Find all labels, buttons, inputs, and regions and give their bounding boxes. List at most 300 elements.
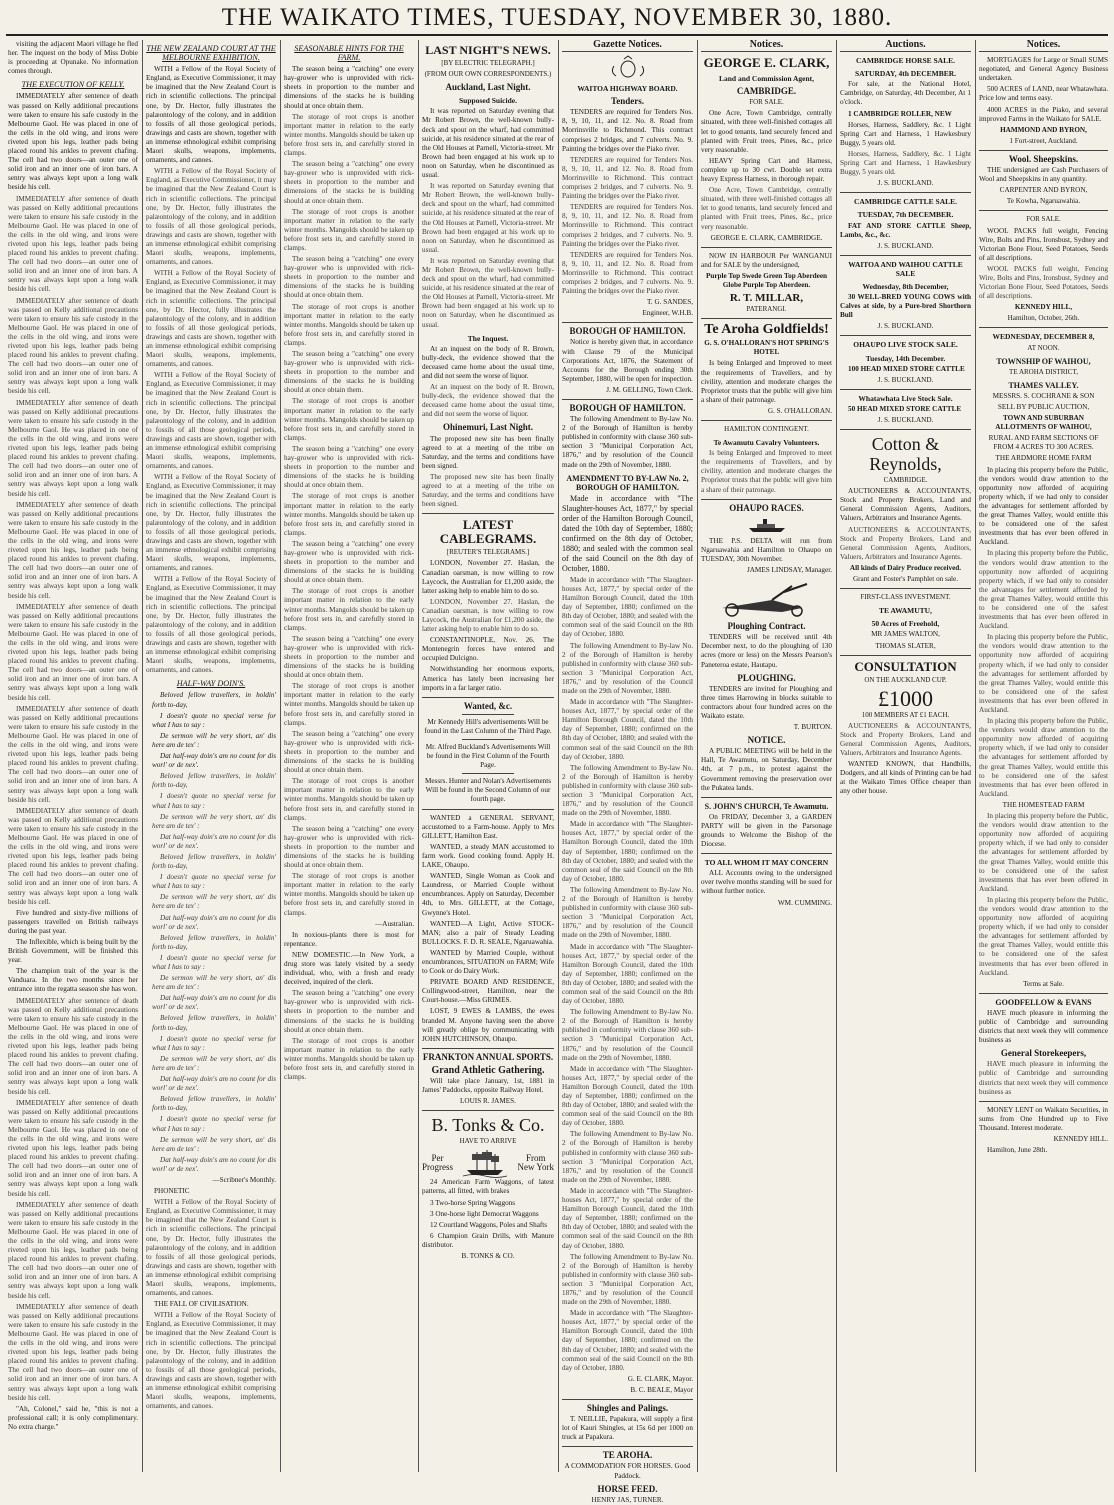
farm-article-continued: The season being a "catching" one every hay-grower who is unprovided with rick-sheets in proportion to the number and dimensions of the stacks he is building should at once obtain them.	[284, 160, 414, 205]
buckland-sign: J. S. BUCKLAND.	[877, 179, 934, 188]
ardmore-line: THE ARDMORE HOME FARM	[995, 454, 1092, 463]
phonetic-headline: PHONETIC	[154, 1187, 190, 1196]
homestead-text: In placing this property before the Public, the vendors would draw attention to the opportunity now afforded of acquiring property which, if we had only to consider the advantages for settlement afforded by the great Thames Valley, would entitle this to be considered one of the safest investments that has ever been offered in Auckland.	[979, 895, 1108, 977]
head100-line: 100 HEAD MIXED STORE CATTLE	[848, 364, 965, 373]
volunteers-text: Is being Enlarged and Improved to meet the requirements of Travellers, and by civility, attention and moderate charges the Proprietor trusts that the public will give him a share of their patronage.	[701, 449, 832, 494]
amendment-clauses: The following Amendment to By-law No. 2 of the Borough of Hamilton is hereby published in conformity with clause 360 sub-section 3 "Municipal Corporation Act, 1876," and by resolution of the Council made on the 29th of November, 1880.	[562, 885, 693, 940]
amendment-clauses: Made in accordance with "The Slaughter-houses Act, 1877," by special order of the Hamilton Borough Council, dated the 10th day of September, 1880; confirmed on the 8th day of October, 1880; and sealed with the common seal of the said Council on the 8th day of October, 1880.	[562, 1309, 693, 1372]
cotton-town: CAMBRIDGE.	[883, 476, 928, 485]
divider	[840, 255, 971, 256]
acres4000-ad: 4000 ACRES in the Piako, and several improved Farms in the Waikato for SALE.	[979, 105, 1108, 123]
feed-sign: HENRY JAS, TURNER.	[591, 1495, 664, 1504]
farm-credit: —Australian.	[375, 919, 414, 928]
suicide-article: It was reported on Saturday evening that Mr Robert Brown, the well-known bully-deck and spout on the wharf, had committed suicide, at his residence situated at the rear of the Old Houses at Parnell, Victoria-street. Mr Brown had been engaged at his work up to noon on Saturday, when he discontinued as usual.	[422, 107, 554, 180]
hammond-name: HAMMOND AND BYRON,	[1000, 125, 1087, 134]
notice-title: NOTICE.	[747, 735, 786, 746]
plough-contract-title: Ploughing Contract.	[727, 621, 806, 632]
loan-date: Hamilton, June 28th.	[987, 1146, 1048, 1155]
slater-name: THOMAS SLATER,	[875, 641, 936, 650]
public-auction: SELL BY PUBLIC AUCTION,	[997, 403, 1090, 411]
township-title: TOWNSHIP OF WAIHOU,	[996, 356, 1091, 366]
ohaupo-sale-title: OHAUPO LIVE STOCK SALE.	[853, 340, 958, 350]
suicide-article-continued: It was reported on Saturday evening that Mr Robert Brown, the well-known bully-deck and spout on the wharf, had committed suicide, at his residence situated at the rear of the Old Houses at Parnell, Victoria-street. Mr Brown had been engaged at his work up to noon on Saturday, when he discontinued as usual.	[422, 182, 554, 254]
hamilton-bylaw-title: BOROUGH OF HAMILTON.	[569, 403, 686, 413]
loan-sign: KENNEDY HILL.	[1053, 1135, 1108, 1144]
wanted-ad: WANTED a GENERAL SERVANT, accustomed to a Farm-house. Apply to Mrs GILLETT, Hamilton East.	[422, 813, 554, 840]
column-rule	[697, 40, 698, 1472]
amendment-clauses: Made in accordance with "The Slaughter-houses Act, 1877," by special order of the Hamilton Borough Council, dated the 10th day of September, 1880; confirmed on the 8th day of October, 1880; and sealed with the common seal of the said Council on the 8th day of October, 1880.	[562, 1064, 693, 1128]
wanted-ad: WANTED—A Light, Active STOCK-MAN; also a pair of Steady Leading BULLOCKS. F. D. R. SEALE, Ngaruawahia.	[422, 919, 554, 946]
consultation-text: AUCTIONEERS & ACCOUNTANTS, Stock and Property Brokers, Land and General Commission Agents, Auditors, Valuers, Arbitrators and Insurance Agents.	[840, 721, 971, 758]
amendment-sign: G. E. CLARK, Mayor.	[627, 1374, 693, 1383]
clark-sign: GEORGE E. CLARK, CAMBRIDGE.	[710, 233, 823, 242]
kowhai-town: Te Kowha, Ngaruawahia.	[1006, 197, 1081, 206]
clark-title: GEORGE E. CLARK,	[703, 55, 830, 71]
wool-title: Wool. Sheepskins.	[1008, 153, 1079, 164]
poem-line: De sermon will be very short, an' dis here am de tex' :	[152, 893, 276, 911]
divider	[840, 429, 971, 430]
poem-line: Dat half-way doin's am no count for dis worl' or de nex'.	[152, 832, 276, 850]
repentance-note: In noxious-plants there is most for repentance.	[284, 930, 414, 948]
waitoa-board-title: WAITOA HIGHWAY BOARD.	[577, 84, 678, 94]
steamer-icon	[747, 516, 787, 534]
farm-article: The season being a "catching" one every hay-grower who is unprovided with rick-sheets in proportion to the number and dimensions of the stacks he is building should at once obtain them.	[284, 65, 414, 110]
sports-sign: LOUIS R. JAMES.	[460, 1097, 516, 1106]
divider	[701, 499, 832, 500]
roller-text: Horses, Harness, Saddlery, &c. 1 Light Spring Cart and Harness, 1 Hawkesbury Buggy, 5 years old.	[840, 120, 971, 147]
telegraph-subhead: [BY ELECTRIC TELEGRAPH.]	[441, 59, 535, 67]
imports-note: Notwithstanding her enormous exports, America has lately been increasing her imports in a far larger ratio.	[422, 665, 554, 692]
farm-article-continued: The season being a "catching" one every hay-grower who is unprovided with rick-sheets in proportion to the number and dimensions of the stacks he is building should at once obtain them.	[284, 539, 414, 585]
district-label: TE AROHA DISTRICT,	[1009, 367, 1078, 376]
money-sub: 100 MEMBERS AT £1 EACH.	[861, 710, 950, 719]
poem-line: Beloved fellow travellers, in holdin' forth to-day,	[152, 772, 276, 790]
fat-cattle: FAT AND STORE CATTLE Sheep, Lambs, &c., &c.	[840, 221, 971, 239]
mortgage-ad: MORTGAGES for Large or Small SUMS negotiated, and General Agency Business undertaken.	[979, 56, 1108, 83]
farm-article-continued: The season being a "catching" one every hay-grower who is unprovided with rick-sheets in proportion to the number and dimensions of the stacks he is building should at once obtain them.	[284, 824, 414, 870]
board-ad: PRIVATE BOARD AND RESIDENCE, Collingwood-street, Hamilton, near the Court-house.—Miss GRIMES.	[422, 978, 554, 1005]
tender-signature-title: Engineer, W.H.B.	[642, 309, 693, 318]
auctions-header: Auctions.	[840, 40, 971, 52]
divider	[562, 322, 693, 323]
cattle-sale-date: TUESDAY, 7th DECEMBER.	[857, 210, 954, 220]
cable-item: LONDON, November 27. Haslan, the Canadian oarsman, is now willing to row Laycock, the Australian for £1,200 aside, the latter asking help to enable him to do so.	[422, 559, 554, 595]
divider	[840, 335, 971, 336]
burton-sign: T. BURTON.	[793, 723, 832, 732]
farm-hints-headline: SEASONABLE HINTS FOR THE FARM.	[294, 44, 404, 63]
clark-forsale: FOR SALE.	[749, 98, 784, 107]
kelly-article-continued: IMMEDIATELY after sentence of death was passed on Kelly additional precautions were taken to ensure his safe custody in the Melbourne Gaol. He was placed in one of the cells in the old wing, and irons were riveted upon his legs, leather pads being placed round his ankles to prevent chafing. The cell had two doors—an outer one of solid iron and an inner one of iron bars. A sentry was always kept upon a long walk beside his cell.	[8, 398, 138, 498]
packs-text-continued: WOOL PACKS full weight, Fencing Wire, Bolts and Pins, Ironsbust, Sydney and Victorian Bone Flour, Seed Potatoes, Seeds of all descriptions.	[979, 264, 1108, 301]
divider	[422, 1110, 554, 1111]
money-amount: £1000	[878, 685, 933, 711]
homestead-title: THE HOMESTEAD FARM	[1002, 800, 1085, 809]
farm-article-continued: The season being a "catching" one every hay-grower who is unprovided with rick-sheets in proportion to the number and dimensions of the stacks he is building should at once obtain them.	[284, 634, 414, 680]
news-item-continued: IMMEDIATELY after sentence of death was passed on Kelly additional precautions were taken to ensure his safe custody in the Melbourne Gaol. He was placed in one of the cells in the old wing, and irons were riveted upon his legs, leather pads being placed round his ankles to prevent chafing. The cell had two doors—an outer one of solid iron and an inner one of iron bars. A sentry was always kept upon a long walk beside his cell.	[8, 1200, 138, 1300]
kennedy-name: KENNEDY HILL,	[1014, 303, 1073, 312]
waitoa-sale-date: Wednesday, 8th December,	[862, 281, 949, 291]
domestic-article-continued: The storage of root crops is another important matter in relation to the early winter months. Mangolds should be taken up before frost sets in, and carefully stored in clamps.	[284, 1036, 414, 1082]
grant-line: Grant and Foster's Pamphlet on sale.	[852, 575, 959, 584]
walton-name: MR JAMES WALTON,	[871, 630, 940, 639]
farm-article-continued: The storage of root crops is another important matter in relation to the early winter months. Mangolds should be taken up before frost sets in, and carefully stored in clamps.	[284, 872, 414, 917]
kelly-article-continued: IMMEDIATELY after sentence of death was passed on Kelly additional precautions were taken to ensure his safe custody in the Melbourne Gaol. He was placed in one of the cells in the old wing, and irons were riveted upon his legs, leather pads being placed round his ankles to prevent chafing. The cell had two doors—an outer one of solid iron and an inner one of iron bars. A sentry was always kept upon a long walk beside his cell.	[8, 704, 138, 804]
roller-text-continued: Horses, Harness, Saddlery, &c. 1 Light Spring Cart and Harness, 1 Hawkesbury Buggy, 5 years old.	[840, 149, 971, 177]
column-5	[562, 39, 693, 1504]
thames-title: THAMES VALLEY.	[1008, 380, 1079, 390]
suicide-head: Supposed Suicide.	[459, 96, 517, 106]
column-rule	[418, 40, 419, 1472]
divider	[701, 420, 832, 421]
divider	[562, 1446, 693, 1447]
column-rule	[142, 40, 143, 1472]
farm-article-continued: The season being a "catching" one every hay-grower who is unprovided with rick-sheets in proportion to the number and dimensions of the stacks he is building should at once obtain them.	[284, 444, 414, 490]
church-title: S. JOHN'S CHURCH, Te Awamutu.	[704, 801, 829, 811]
poem-line: De sermon will be very short, an' dis here am de tex' :	[152, 812, 276, 830]
amendment-clauses: Made in accordance with "The Slaughter-houses Act, 1877," by special order of the Hamilton Borough Council, dated the 10th day of September, 1880; confirmed on the 8th day of October, 1880; and sealed with the common seal of the said Council on the 8th day of October, 1880.	[562, 575, 693, 639]
bylaw-intro: The following Amendment to By-law No. 2 of the Borough of Hamilton is hereby published in conformity with clause 360 sub-section 3 "Municipal Corporation Act, 1876," and by resolution of the Council made on the 29th of November, 1880.	[562, 415, 693, 469]
notices-header: Notices.	[701, 40, 832, 52]
kelly-article: IMMEDIATELY after sentence of death was passed on Kelly additional precautions were taken to ensure his safe custody in the Melbourne Gaol. He was placed in one of the cells in the old wing, and irons were riveted upon his legs, leather pads being placed round his ankles to prevent chafing. The cell had two doors—an outer one of solid iron and an inner one of iron bars. A sentry was always kept upon a long walk beside his cell.	[8, 92, 138, 192]
divider	[979, 210, 1108, 211]
cotton-text: AUCTIONEERS & ACCOUNTANTS, Stock and Property Brokers, Land and General Commission Agents, Auditors, Valuers, Arbitrators and Insurance Agents.	[840, 487, 971, 523]
suicide-article-continued: It was reported on Saturday evening that Mr Robert Brown, the well-known bully-deck and spout on the wharf, had committed suicide, at his residence situated at the rear of the Old Houses at Parnell, Victoria-street. Mr Brown had been engaged at his work up to noon on Saturday, when he discontinued as usual.	[422, 256, 554, 329]
concern-text: ALL Accounts owing to the undersigned over twelve months standing will be sued for without further notice.	[701, 869, 832, 896]
hamilton-notice-sign: J. M. GELLING, Town Clerk.	[606, 385, 693, 394]
concern-title: TO ALL WHOM IT MAY CONCERN	[704, 858, 829, 868]
column-rule	[558, 40, 559, 1472]
correspondents-subhead: (FROM OUR OWN CORRESPONDENTS.)	[424, 70, 552, 79]
wanted-ad: WANTED by Married Couple, without encumbrances, SITUATION on FARM; Wife to Cook or do Dairy Work.	[422, 948, 554, 976]
per-label: Per	[431, 1153, 444, 1164]
church-text: On FRIDAY, December 3, a GARDEN PARTY will be given in the Parsonage grounds to Welcome the Bishop of the Diocese.	[701, 812, 832, 849]
kennedy-ad-pointer: Mr Kennedy Hill's advertisements Will be found in the Last Column of the Third Page.	[424, 717, 552, 735]
reuters-subhead: [REUTER'S TELEGRAMS.]	[446, 548, 530, 557]
noon-label: AT NOON.	[1027, 343, 1060, 352]
poem-line: Beloved fellow travellers, in holdin' forth to-day,	[152, 1014, 276, 1032]
farm-text: In placing this property before the Public, the vendors would draw attention to the opportunity now afforded of acquiring property which, if we had only to consider the advantages for settlement afforded by the great Thames Valley, would entitle this to be considered one of the safest investments that has ever been offered in Auckland.	[979, 465, 1108, 547]
roller-line: 1 CAMBRIDGE ROLLER, NEW	[848, 109, 952, 118]
poem-line: I doesn't quote no special verse for what I has to say :	[152, 792, 276, 810]
poem-line: Dat half-way doin's am no count for dis worl' or de nex'.	[152, 1155, 276, 1173]
plough-text: TENDERS will be received until 4th December next, to do the ploughing of 130 acres (more or less) on the Messrs Pearson's Paneteroa estate, Hautapu.	[701, 633, 832, 669]
civilisation-headline: THE FALL OF CIVILISATION.	[154, 1300, 249, 1309]
poem-line: De sermon will be very short, an' dis here am de tex' :	[152, 731, 276, 749]
divider	[840, 655, 971, 656]
cattle-sale-title: CAMBRIDGE CATTLE SALE.	[853, 197, 957, 207]
tenders-head: Tenders.	[611, 96, 644, 107]
divider	[422, 513, 554, 514]
tender-text-continued: TENDERS are required for Tenders Nos. 8, 9, 10, 11, and 12. No. 8. Road from Morrinsville to Richmond. This contract comprises 2 bridges, and 7 culverts. No. 9. Painting the bridges over the Piako river.	[562, 250, 693, 296]
farm-article-continued: The season being a "catching" one every hay-grower who is unprovided with rick-sheets in proportion to the number and dimensions of the stacks he is building should at once obtain them.	[284, 729, 414, 775]
acres500-ad: 500 ACRES of LAND, near Whatawhata. Price low and terms easy.	[979, 85, 1108, 103]
poem-line: Dat half-way doin's am no count for dis worl' or de nex'.	[152, 994, 276, 1012]
amendment-clauses: The following Amendment to By-law No. 2 of the Borough of Hamilton is hereby published in conformity with clause 360 sub-section 3 "Municipal Corporation Act, 1876," and by resolution of the Council made on the 29th of November, 1880.	[562, 1130, 693, 1184]
hunter-ad-pointer: Messrs. Hunter and Nolan's Advertisements Will be found in the Second Column of our fourth page.	[424, 777, 552, 804]
hotel-text: Is being Enlarged and Improved to meet the requirements of Travellers, and by civility, attention and moderate charges the Proprietor trusts that the public will give him a share of their patronage.	[701, 359, 832, 404]
tonks-sign: B. TONKS & CO.	[461, 1252, 515, 1261]
divider	[840, 192, 971, 193]
news-item: Five hundred and sixty-five millions of passengers travelled on British railways during the past year.	[8, 908, 138, 935]
buckland-sign: J. S. BUCKLAND.	[877, 322, 934, 331]
farm-article-continued: The season being a "catching" one every hay-grower who is unprovided with rick-sheets in proportion to the number and dimensions of the stacks he is building should at once obtain them.	[284, 350, 414, 395]
progress-label: Progress	[422, 1162, 453, 1173]
clark-text: One Acre, Town Cambridge, centrally situated, with three well-finished cottages all let to good tenants, land securely fenced and planted with Fruit trees, Pines, &c., price very reasonable.	[701, 109, 832, 154]
plough2-text: TENDERS are invited for Ploughing and three times Harrowing in blocks suitable to contractors about four hundred acres on the Waikato estate.	[701, 684, 832, 720]
ohaupo-races-title: OHAUPO RACES.	[729, 502, 804, 513]
ploughing-title: PLOUGHING.	[737, 672, 796, 683]
cochrane-name: MESSRS. S. COCHRANE & SON	[992, 391, 1095, 400]
waitoa-sale-title: WAITOA AND WAIHOU CATTLE SALE	[848, 259, 963, 278]
farm-article-continued: The storage of root crops is another important matter in relation to the early winter months. Mangolds should be taken up before frost sets in, and carefully stored in clamps.	[284, 397, 414, 442]
farm-article-continued: The storage of root crops is another important matter in relation to the early winter months. Mangolds should be taken up before frost sets in, and carefully stored in clamps.	[284, 492, 414, 537]
column-6	[701, 40, 832, 1472]
amendment-title: AMENDMENT TO BY-LAW No. 2, BOROUGH OF HAMILTON.	[566, 473, 689, 492]
tender-signature: T. G. SANDES,	[647, 298, 693, 307]
inquest-head: The Inquest.	[467, 333, 509, 343]
shingles-head: Shingles and Palings.	[586, 1403, 669, 1413]
kennedy-date: Hamilton, October, 26th.	[1007, 314, 1080, 323]
divider	[701, 318, 832, 319]
column-2	[146, 40, 276, 1472]
divider	[562, 399, 693, 400]
intro-paragraph: visiting the adjacent Maori village he fled her. The inquest on the body of Miss Dobie is proceeding at Opunake. No information comes through.	[8, 40, 138, 76]
millar-title: R. T. MILLAR,	[729, 292, 804, 305]
poem-line: I doesn't quote no special verse for what I has to say :	[152, 953, 276, 971]
poem-line: Dat half-way doin's am no count for dis worl' or de nex'.	[152, 752, 276, 770]
tonks-sub: HAVE TO ARRIVE	[459, 1137, 517, 1146]
domestic-article: NEW DOMESTIC.—In New York, a drug store was lately visited by a seedy individual, who, with a fresh and ready deceived, inquired of the clerk.	[284, 950, 414, 987]
horse-feed: HORSE FEED.	[597, 1483, 658, 1494]
goodfellow-text: HAVE much pleasure in informing the public of Cambridge and surrounding districts that next week they will commence business as	[979, 1008, 1108, 1045]
amendment-clauses: Made in accordance with "The Slaughter-houses Act, 1877," by special order of the Hamilton Borough Council, dated the 10th day of September, 1880; confirmed on the 8th day of October, 1880; and sealed with the common seal of the said Council on the 8th day of October, 1880.	[562, 698, 693, 761]
masthead: THE WAIKATO TIMES, TUESDAY, NOVEMBER 30, 1880.	[221, 4, 893, 31]
news-item-continued: IMMEDIATELY after sentence of death was passed on Kelly additional precautions were taken to ensure his safe custody in the Melbourne Gaol. He was placed in one of the cells in the old wing, and irons were riveted upon his legs, leather pads being placed round his ankles to prevent chafing. The cell had two doors—an outer one of solid iron and an inner one of iron bars. A sentry was always kept upon a long walk beside his cell.	[8, 996, 138, 1096]
homestead-text: In placing this property before the Public, the vendors would draw attention to the opportunity now afforded of acquiring property which, if we had only to consider the advantages for settlement afforded by the great Thames Valley, would entitle this to be considered one of the safest investments that has ever been offered in Auckland.	[979, 812, 1108, 893]
cotton-text-continued: AUCTIONEERS & ACCOUNTANTS, Stock and Property Brokers, Land and General Commission Agents, Auditors, Valuers, Arbitrators and Insurance Agents.	[840, 525, 971, 561]
news-item-continued: IMMEDIATELY after sentence of death was passed on Kelly additional precautions were taken to ensure his safe custody in the Melbourne Gaol. He was placed in one of the cells in the old wing, and irons were riveted upon his legs, leather pads being placed round his ankles to prevent chafing. The cell had two doors—an outer one of solid iron and an inner one of iron bars. A sentry was always kept upon a long walk beside his cell.	[8, 1302, 138, 1402]
wanted-head: Wanted, &c.	[463, 700, 513, 711]
tender-text-continued: TENDERS are required for Tenders Nos. 8, 9, 10, 11, and 12. No. 8. Road from Morrinsville to Richmond. This contract comprises 2 bridges, and 7 culverts. No. 9. Painting the bridges over the Piako river.	[562, 155, 693, 201]
news-item: The Inflexible, which is being built by the British Government, will be finished this year.	[8, 938, 138, 965]
poem-line: Beloved fellow travellers, in holdin' forth to-day,	[152, 1095, 276, 1113]
cotton-title: Cotton & Reynolds,	[869, 434, 942, 475]
clark-sub: Land and Commission Agent,	[718, 74, 815, 84]
cable-item: CONSTANTINOPLE, Nov. 26. The Montenegrin forces have entered and occupied Dulcigno.	[422, 636, 554, 663]
cumming-sign: WM. CUMMING.	[777, 898, 832, 907]
divider	[422, 809, 554, 810]
amendment-sign: B. C. BEALE, Mayor	[630, 1385, 693, 1394]
divider	[701, 247, 832, 248]
buckland-sign: J. S. BUCKLAND.	[877, 375, 934, 384]
tonks-item: 24 American Farm Waggons, of latest patterns, all fitted, with brakes	[422, 1178, 554, 1196]
storekeepers-title: General Storekeepers,	[1000, 1048, 1087, 1059]
ohinemuri-article-continued: The proposed new site has been finally agreed to at a meeting of the tribe on Saturday, and the terms and conditions have been signed.	[422, 472, 554, 509]
kelly-article-continued: IMMEDIATELY after sentence of death was passed on Kelly additional precautions were taken to ensure his safe custody in the Melbourne Gaol. He was placed in one of the cells in the old wing, and irons were riveted upon his legs, leather pads being placed round his ankles to prevent chafing. The cell had two doors—an outer one of solid iron and an inner one of iron bars. A sentry was always kept upon a long walk beside his cell.	[8, 296, 138, 396]
amendment-clauses: The following Amendment to By-law No. 2 of the Borough of Hamilton is hereby published in conformity with clause 360 sub-section 3 "Municipal Corporation Act, 1876," and by resolution of the Council made on the 29th of November, 1880.	[562, 763, 693, 818]
suburban-line: TOWN AND SUBURBAN ALLOTMENTS OF WAIHOU,	[995, 414, 1092, 432]
whatawhata-title: Whatawhata Live Stock Sale.	[858, 393, 953, 403]
hamilton-notice-title: BOROUGH OF HAMILTON.	[569, 326, 686, 337]
delta-text: THE P.S. DELTA will run from Ngaruawahia and Hamilton to Ohaupo on TUESDAY, 30th November.	[701, 536, 832, 563]
seed-list: Purple Top Swede Green Top Aberdeen Globe Purple Top Aberdeen.	[705, 271, 828, 289]
poem-line: De sermon will be very short, an' dis here am de tex' :	[152, 974, 276, 992]
clark-town: CAMBRIDGE.	[736, 86, 797, 97]
domestic-article-continued: The season being a "catching" one every hay-grower who is unprovided with rick-sheets in proportion to the number and dimensions of the stacks he is building should at once obtain them.	[284, 989, 414, 1034]
poem-line: Beloved fellow travellers, in holdin' forth to-day,	[152, 933, 276, 951]
poem-line: I doesn't quote no special verse for what I has to say :	[152, 711, 276, 729]
goodfellow-title: GOODFELLOW & EVANS	[995, 997, 1092, 1007]
clark-text-continued: One Acre, Town Cambridge, centrally situated, with three well-finished cottages all let to good tenants, land securely fenced and planted with Fruit trees, Pines, &c., price very reasonable.	[701, 186, 832, 231]
ship-row	[422, 1148, 554, 1178]
farm-article-continued: The season being a "catching" one every hay-grower who is unprovided with rick-sheets in proportion to the number and dimensions of the stacks he is building should at once obtain them.	[284, 255, 414, 300]
ohinemuri-article: The proposed new site has been finally agreed to at a meeting of the tribe on Saturday, and the terms and conditions have been signed.	[422, 434, 554, 470]
hamilton-notice: Notice is hereby given that, in accordance with Clause 79 of the Municipal Corporations Act, 1876, the Statement of Accounts for the Borough ending 30th September, 1880, will be open for inspection.	[562, 338, 693, 383]
amendment-clauses: Made in accordance with "The Slaughter-houses Act, 1877," by special order of the Hamilton Borough Council, dated the 10th day of September, 1880; confirmed on the 8th day of October, 1880; and sealed with the common seal of the said Council on the 8th day of October, 1880.	[562, 820, 693, 883]
divider	[562, 1399, 693, 1400]
farm-text-continued: In placing this property before the Public, the vendors would draw attention to the opportunity now afforded of acquiring property which, if we had only to consider the advantages for settlement afforded by the great Thames Valley, would entitle this to be considered one of the safest investments that has ever been offered in Auckland.	[979, 717, 1108, 798]
hotel-sign: G. S. O'HALLORAN.	[767, 406, 832, 415]
kelly-article-continued: IMMEDIATELY after sentence of death was passed on Kelly additional precautions were taken to ensure his safe custody in the Melbourne Gaol. He was placed in one of the cells in the old wing, and irons were riveted upon his legs, leather pads being placed round his ankles to prevent chafing. The cell had two doors—an outer one of solid iron and an inner one of iron bars. A sentry was always kept upon a long walk beside his cell.	[8, 806, 138, 906]
horse-sale-date: SATURDAY, 4th DECEMBER.	[855, 69, 956, 79]
loan-ad: MONEY LENT on Waikato Securities, in sums from One Hundred up to Five Thousand. Interest moderate.	[979, 1105, 1108, 1132]
cablegrams-title: LATEST CABLEGRAMS.	[439, 517, 537, 547]
wanted-ad: WANTED, Single Woman as Cook and Laundress, or Married Couple without encumbrances. Apply on Saturday, December 4th, to Mrs. GILLETT, at the Cottage, Gwynne's Hotel.	[422, 872, 554, 917]
inquest-article: At an inquest on the body of R. Brown, bully-deck, the evidence showed that the deceased came home about the usual time, and did not seem the worse of liquor.	[422, 344, 554, 380]
poem-line: I doesn't quote no special verse for what I has to say :	[152, 1034, 276, 1052]
sports-title: Grand Athletic Gathering.	[431, 1064, 545, 1076]
amendment-clauses: Made in accordance with "The Slaughter-houses Act, 1877," by special order of the Hamilton Borough Council, dated the 10th day of September, 1880; confirmed on the 8th day of October, 1880; and sealed with the common seal of the said Council on the 8th day of October, 1880.	[562, 942, 693, 1006]
farm-article-continued: The storage of root crops is another important matter in relation to the early winter months. Mangolds should be taken up before frost sets in, and carefully stored in clamps.	[284, 587, 414, 632]
sailing-ship-icon	[463, 1148, 507, 1178]
poem-line: I doesn't quote no special verse for what I has to say :	[152, 1115, 276, 1133]
buckland-sign: J. S. BUCKLAND.	[877, 416, 934, 424]
acres-title: 50 Acres of Freehold,	[871, 619, 940, 629]
exhibition-article-continued: WITH a Fellow of the Royal Society of England, as Executive Commissioner, it may be imagined that the New Zealand Court is rich in scientific collections. The principal one, by Dr. Hector, fully illustrates the palæontology of the colony, and in addition to fossils of all those geological periods, drawings and casts are shown, together with an immense ethnological exhibit comprising Maori skulls, weapons, implements, ornaments, and canoes.	[146, 371, 276, 471]
exhibition-article-continued: WITH a Fellow of the Royal Society of England, as Executive Commissioner, it may be imagined that the New Zealand Court is rich in scientific collections. The principal one, by Dr. Hector, fully illustrates the palæontology of the colony, and in addition to fossils of all those geological periods, drawings and casts are shown, together with an immense ethnological exhibit comprising Maori skulls, weapons, implements, ornaments, and canoes.	[146, 473, 276, 573]
divider	[840, 389, 971, 390]
farm-article-continued: The storage of root crops is another important matter in relation to the early winter months. Mangolds should be taken up before frost sets in, and carefully stored in clamps.	[284, 777, 414, 822]
paddock-text: A COMMODATION FOR HORSES. Good Paddock.	[564, 1462, 691, 1480]
tender-text-continued: TENDERS are required for Tenders Nos. 8, 9, 10, 11, and 12. No. 8. Road from Morrinsville to Richmond. This contract comprises 2 bridges, and 7 culverts. No. 9. Painting the bridges over the Piako river.	[562, 203, 693, 248]
exhibition-article-continued: WITH a Fellow of the Royal Society of England, as Executive Commissioner, it may be imagined that the New Zealand Court is rich in scientific collections. The principal one, by Dr. Hector, fully illustrates the palæontology of the colony, and in addition to fossils of all those geological periods, drawings and casts are shown, together with an immense ethnological exhibit comprising Maori skulls, weapons, implements, ornaments, and canoes.	[146, 269, 276, 369]
farm-article-continued: The storage of root crops is another important matter in relation to the early winter months. Mangolds should be taken up before frost sets in, and carefully stored in clamps.	[284, 302, 414, 347]
poem-line: Dat half-way doin's am no count for dis worl' or de nex'.	[152, 913, 276, 931]
amendment-clauses: Made in accordance with "The Slaughter-houses Act, 1877," by special order of the Hamilton Borough Council, dated the 10th day of September, 1880; confirmed on the 8th day of October, 1880; and sealed with the common seal of the said Council on the 8th day of October, 1880.	[562, 1186, 693, 1250]
cows-line: 30 WELL-BRED YOUNG COWS with Calves at side, by a Pure-bred Shorthorn Bull	[840, 293, 971, 320]
column-1	[8, 40, 138, 1472]
poem-line: De sermon will be very short, an' dis here am de tex' :	[152, 1135, 276, 1153]
tailpiece: "Ah, Colonel," said he, "this is not a professional call; it is only complimentary. No extra charge."	[8, 1404, 138, 1431]
column-rule	[280, 40, 281, 1472]
tonks-item: 6 Champion Grain Drills, with Manure distributor.	[422, 1231, 554, 1249]
column-3	[284, 40, 414, 1472]
horse-sale-text: For sale, at the National Hotel, Cambridge, on Saturday, 4th December, At 1 o'clock.	[840, 80, 971, 107]
amendment-text: Made in accordance with "The Slaughter-houses Act, 1877," by special order of the Hamilton Borough Council, dated the 10th day of September, 1880; confirmed on the 8th day of October, 1880; and sealed with the common seal of the said Council on the 8th day of October, 1880.	[562, 493, 693, 573]
wanted-ad: WANTED, a steady MAN accustomed to farm work. Good cooking found. Apply H. LAKE, Ohaupo.	[422, 842, 554, 870]
amendment-clauses: The following Amendment to By-law No. 2 of the Borough of Hamilton is hereby published in conformity with clause 360 sub-section 3 "Municipal Corporation Act, 1876," and by resolution of the Council made on the 29th of November, 1880.	[562, 1008, 693, 1062]
newyork-label: New York	[517, 1162, 554, 1173]
poem-headline: HALF-WAY DOIN'S.	[176, 679, 246, 689]
shingles-text: T. NEILLIE, Papakura, will supply a first lot of Kauri Shingles, at 15s 6d per 1000 on truck at Papakura.	[562, 1415, 693, 1442]
kelly-article-continued: IMMEDIATELY after sentence of death was passed on Kelly additional precautions were taken to ensure his safe custody in the Melbourne Gaol. He was placed in one of the cells in the old wing, and irons were riveted upon his legs, leather pads being placed round his ankles to prevent chafing. The cell had two doors—an outer one of solid iron and an inner one of iron bars. A sentry was always kept upon a long walk beside his cell.	[8, 602, 138, 702]
divider	[979, 327, 1108, 328]
delta-sign: JAMES LINDSAY, Manager.	[746, 566, 832, 575]
terms-line: Terms at Sale.	[1023, 979, 1064, 988]
tender-text: TENDERS are required for Tenders Nos. 8, 9, 10, 11, and 12. No. 8. Road from Morrinsville to Richmond. This contract comprises 2 bridges, and 7 culverts. No. 9. Painting the bridges over the Piako river.	[562, 108, 693, 153]
exhibition-article-continued: WITH a Fellow of the Royal Society of England, as Executive Commissioner, it may be imagined that the New Zealand Court is rich in scientific collections. The principal one, by Dr. Hector, fully illustrates the palæontology of the colony, and in addition to fossils of all those geological periods, drawings and casts are shown, together with an immense ethnological exhibit comprising Maori skulls, weapons, implements, ornaments, and canoes.	[146, 575, 276, 675]
contingent-title: HAMILTON CONTINGENT.	[724, 425, 809, 433]
meeting-text: A PUBLIC MEETING will be held in the Hall, Te Awamutu, on Saturday, December 4th, at 7 p.m., to protest against the Government removing the preservation over the Pukatea lands.	[701, 747, 832, 792]
column-7	[840, 40, 971, 1472]
lost-ad: LOST, 9 EWES & LAMBS, the ewes branded M. Anyone having seen the above will greatly oblige by communicating with JOHN HUTCHINSON, Ohaupo.	[422, 1007, 554, 1043]
from-label: From	[525, 1153, 546, 1164]
tonks-title: B. Tonks & Co.	[431, 1115, 545, 1136]
poem-attribution: —Scribner's Monthly.	[212, 1175, 276, 1184]
storekeepers-text: HAVE much pleasure in informing the public of Cambridge and surrounding districts that next week they will commence business as	[979, 1060, 1108, 1096]
head50-line: 50 HEAD MIXED STORE CATTLE	[848, 404, 962, 413]
tonks-item: 3 Two-horse Spring Waggons	[430, 1198, 516, 1207]
consultation-sub: ON THE AUCKLAND CUP.	[864, 675, 947, 684]
divider	[462, 739, 515, 740]
wednesday-title: WEDNESDAY, DECEMBER 8,	[992, 332, 1095, 342]
poem-line: I doesn't quote no special verse for what I has to say :	[152, 873, 276, 891]
divider	[840, 588, 971, 589]
news-item-continued: IMMEDIATELY after sentence of death was passed on Kelly additional precautions were taken to ensure his safe custody in the Melbourne Gaol. He was placed in one of the cells in the old wing, and irons were riveted upon his legs, leather pads being placed round his ankles to prevent chafing. The cell had two doors—an outer one of solid iron and an inner one of iron bars. A sentry was always kept upon a long walk beside his cell.	[8, 1098, 138, 1198]
coat-of-arms-icon	[608, 56, 648, 80]
sports-text: Will take place January, 1st, 1881 in James' Paddocks, opposite Railway Hotel.	[422, 1077, 554, 1095]
ohinemuri-head: Ohinemuri, Last Night.	[442, 422, 533, 433]
investment-title: FIRST-CLASS INVESTMENT.	[860, 593, 951, 602]
hotel-title: G. S. O'HALLORAN'S HOT SPRING'S HOTEL	[704, 339, 829, 357]
news-item: The champion trait of the year is the Vanduara. In the two months since her entrance into the regatta season she has won.	[8, 967, 138, 994]
divider	[462, 714, 515, 715]
produce-line: All kinds of Dairy Produce received.	[849, 563, 962, 572]
cable-item-continued: LONDON, November 27. Haslan, the Canadian oarsman, is now willing to row Laycock, the Australian for £1,200 aside, the latter asking help to enable him to do so.	[422, 597, 554, 634]
kelly-article-continued: IMMEDIATELY after sentence of death was passed on Kelly additional precautions were taken to ensure his safe custody in the Melbourne Gaol. He was placed in one of the cells in the old wing, and irons were riveted upon his legs, leather pads being placed round his ankles to prevent chafing. The cell had two doors—an outer one of solid iron and an inner one of iron bars. A sentry was always kept upon a long walk beside his cell.	[8, 194, 138, 294]
civilisation-article: WITH a Fellow of the Royal Society of England, as Executive Commissioner, it may be imagined that the New Zealand Court is rich in scientific collections. The principal one, by Dr. Hector, fully illustrates the palæontology of the colony, and in addition to fossils of all those geological periods, drawings and casts are shown, together with an immense ethnological exhibit comprising Maori skulls, weapons, implements, ornaments, and canoes.	[146, 1311, 276, 1411]
volunteers-title: Te Awamutu Cavalry Volunteers.	[713, 438, 820, 448]
divider	[422, 697, 554, 698]
sports-head: FRANKTON ANNUAL SPORTS.	[422, 1051, 554, 1062]
divider	[979, 1101, 1108, 1102]
amendment-clauses: The following Amendment to By-law No. 2 of the Borough of Hamilton is hereby published in conformity with clause 360 sub-section 3 "Municipal Corporation Act, 1876," and by resolution of the Council made on the 29th of November, 1880.	[562, 641, 693, 695]
divider	[701, 853, 832, 854]
farm-article-continued: The storage of root crops is another important matter in relation to the early winter months. Mangolds should be taken up before frost sets in, and carefully stored in clamps.	[284, 682, 414, 727]
packs-text: WOOL PACKS full weight, Fencing Wire, Bolts and Pins, Ironsbust, Sydney and Victorian Bone Flour, Seed Potatoes, Seeds of all descriptions.	[979, 226, 1108, 262]
forsale-title: FOR SALE.	[1026, 215, 1061, 224]
millar-town: PATERANGI.	[746, 305, 787, 314]
horse-sale-title: CAMBRIDGE HORSE SALE.	[856, 56, 955, 66]
ohaupo-sale-date: Tuesday, 14th December.	[865, 353, 946, 363]
poem-line: Beloved fellow travellers, in holdin' forth to-day,	[152, 691, 276, 709]
notices-header: Notices.	[979, 40, 1108, 52]
plough-icon	[712, 578, 822, 618]
harbour-ad: NOW IN HARBOUR Per WANGANUI and for SALE by the undersigned,	[701, 251, 832, 269]
exhibition-article-continued: WITH a Fellow of the Royal Society of England, as Executive Commissioner, it may be imagined that the New Zealand Court is rich in scientific collections. The principal one, by Dr. Hector, fully illustrates the palæontology of the colony, and in addition to fossils of all those geological periods, drawings and casts are shown, together with an immense ethnological exhibit comprising Maori skulls, weapons, implements, ornaments, and canoes.	[146, 167, 276, 267]
hammond-address: 1 Fort-street, Auckland.	[1009, 136, 1078, 145]
exhibition-headline: THE NEW ZEALAND COURT AT THE MELBOURNE EXHIBITION.	[146, 44, 276, 63]
buckland-sign: J. S. BUCKLAND.	[877, 241, 934, 250]
kelly-article-continued: IMMEDIATELY after sentence of death was passed on Kelly additional precautions were taken to ensure his safe custody in the Melbourne Gaol. He was placed in one of the cells in the old wing, and irons were riveted upon his legs, leather pads being placed round his ankles to prevent chafing. The cell had two doors—an outer one of solid iron and an inner one of iron bars. A sentry was always kept upon a long walk beside his cell.	[8, 500, 138, 600]
buckland-ad-pointer: Mr. Alfred Buckland's Advertisements Will be found in the First Column of the Fourth Page.	[425, 743, 551, 770]
amendment-clauses: The following Amendment to By-law No. 2 of the Borough of Hamilton is hereby published in conformity with clause 360 sub-section 3 "Municipal Corporation Act, 1876," and by resolution of the Council made on the 29th of November, 1880.	[562, 1252, 693, 1307]
column-rule	[975, 40, 976, 1472]
poem-line: Dat half-way doin's am no count for dis worl' or de nex'.	[152, 1075, 276, 1093]
auckland-head: Auckland, Last Night.	[445, 82, 531, 93]
divider	[462, 773, 515, 774]
divider	[979, 150, 1108, 151]
